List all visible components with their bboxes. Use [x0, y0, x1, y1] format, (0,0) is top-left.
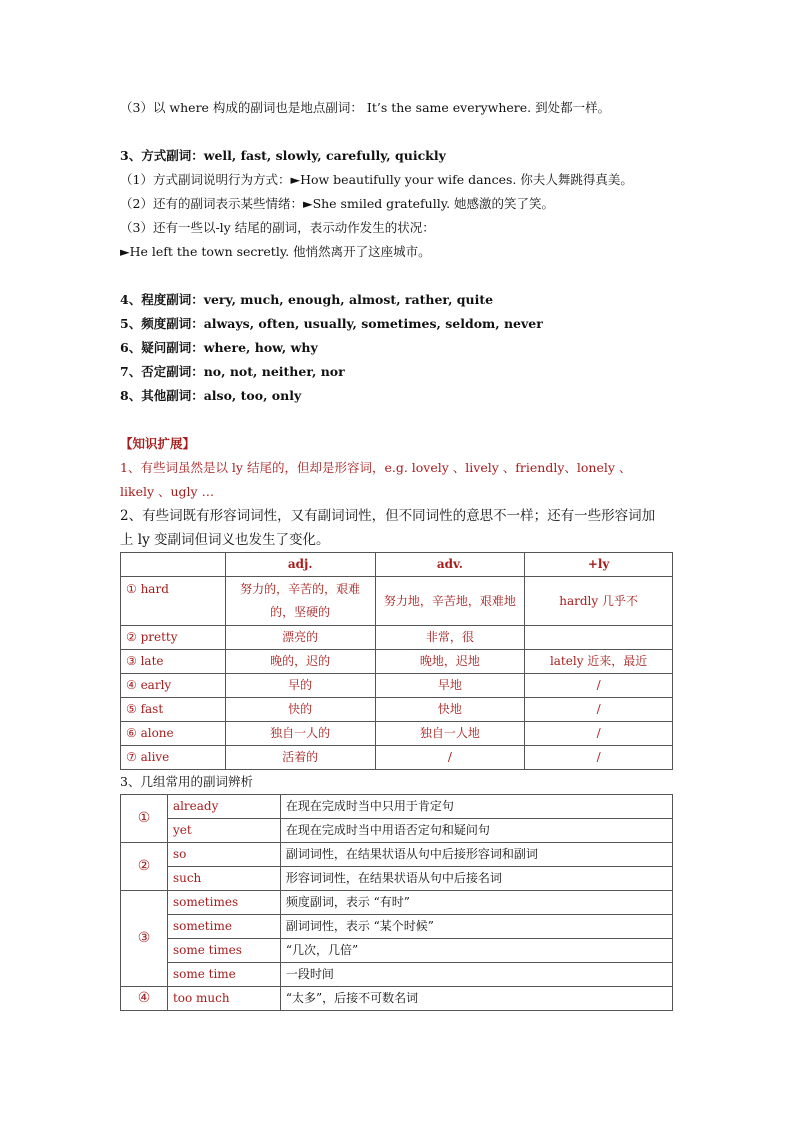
header-cell: adj.	[225, 553, 375, 577]
word-cell: some time	[167, 963, 280, 987]
manner-item-3: （3）还有一些以-ly 结尾的副词，表示动作发生的状况：	[120, 220, 435, 235]
desc-cell: “几次，几倍”	[280, 939, 672, 963]
group-number: ④	[121, 987, 168, 1011]
desc-cell: 副词词性，表示 “某个时候”	[280, 915, 672, 939]
desc-cell: 在现在完成时当中只用于肯定句	[280, 795, 672, 819]
manner-item-2: （2）还有的副词表示某些情绪：►She smiled gratefully. 她感激的笑了笑。	[120, 196, 555, 211]
table-row	[121, 577, 673, 626]
table-row	[121, 819, 673, 843]
negative-adverb-heading: 7、否定副词：no, not, neither, nor	[120, 364, 345, 379]
interrogative-adverb-heading: 6、疑问副词：where, how, why	[120, 340, 318, 355]
desc-cell: “太多”，后接不可数名词	[280, 987, 672, 1011]
adj-adv-table	[120, 552, 673, 770]
manner-adverb-heading: 3、方式副词：well, fast, slowly, carefully, quickly	[120, 148, 446, 163]
table-row	[121, 867, 673, 891]
word-cell: ② pretty	[121, 626, 226, 650]
document-page	[120, 96, 675, 1011]
group-number: ①	[121, 795, 168, 843]
adj-cell: 活着的	[225, 746, 375, 770]
ly-cell	[525, 626, 673, 650]
desc-cell: 副词词性，在结果状语从句中后接形容词和副词	[280, 843, 672, 867]
adv-cell: 非常，很	[375, 626, 525, 650]
table-header-row	[121, 553, 673, 577]
ly-cell: /	[525, 722, 673, 746]
expansion-point-1a: 1、有些词虽然是以 ly 结尾的，但却是形容词，e.g. lovely 、lively 、friendly、lonely 、	[120, 460, 632, 475]
adv-cell: /	[375, 746, 525, 770]
section-3-title: 3、几组常用的副词辨析	[120, 774, 253, 789]
word-cell: ⑥ alone	[121, 722, 226, 746]
adv-cell: 努力地，辛苦地，艰难地	[375, 577, 525, 626]
expansion-point-2b: 上 ly 变副词但词义也发生了变化。	[120, 532, 330, 548]
adj-cell: 晚的，迟的	[225, 650, 375, 674]
frequency-adverb-heading: 5、频度副词：always, often, usually, sometimes, seldom, never	[120, 316, 543, 331]
table-row	[121, 746, 673, 770]
table-row	[121, 843, 673, 867]
table-row	[121, 939, 673, 963]
other-adverb-heading: 8、其他副词：also, too, only	[120, 388, 302, 403]
word-cell: sometime	[167, 915, 280, 939]
adv-cell: 早地	[375, 674, 525, 698]
adj-cell: 独自一人的	[225, 722, 375, 746]
ly-cell: /	[525, 674, 673, 698]
group-number: ③	[121, 891, 168, 987]
expansion-point-1b: likely 、ugly …	[120, 484, 215, 499]
knowledge-expansion-title: 【知识扩展】	[120, 436, 196, 451]
word-cell: ① hard	[121, 577, 226, 626]
desc-cell: 一段时间	[280, 963, 672, 987]
table-row	[121, 674, 673, 698]
adj-cell: 快的	[225, 698, 375, 722]
ly-cell: lately 近来，最近	[525, 650, 673, 674]
table-row	[121, 915, 673, 939]
manner-item-4: ►He left the town secretly. 他悄然离开了这座城市。	[120, 244, 431, 259]
group-number: ②	[121, 843, 168, 891]
header-cell: adv.	[375, 553, 525, 577]
degree-adverb-heading: 4、程度副词：very, much, enough, almost, rather, quite	[120, 292, 494, 307]
ly-cell: /	[525, 698, 673, 722]
word-cell: ④ early	[121, 674, 226, 698]
adv-cell: 晚地，迟地	[375, 650, 525, 674]
table-row	[121, 963, 673, 987]
adv-cell: 独自一人地	[375, 722, 525, 746]
header-cell	[121, 553, 226, 577]
table-row	[121, 987, 673, 1011]
table-row	[121, 650, 673, 674]
table-row	[121, 722, 673, 746]
adv-cell: 快地	[375, 698, 525, 722]
word-cell: so	[167, 843, 280, 867]
word-cell: yet	[167, 819, 280, 843]
adverb-comparison-table	[120, 794, 673, 1011]
word-cell: already	[167, 795, 280, 819]
table-row	[121, 891, 673, 915]
adj-cell: 漂亮的	[225, 626, 375, 650]
table-row	[121, 795, 673, 819]
ly-cell: /	[525, 746, 673, 770]
ly-cell: hardly 几乎不	[525, 577, 673, 626]
word-cell: some times	[167, 939, 280, 963]
table-row	[121, 698, 673, 722]
table-row	[121, 626, 673, 650]
adj-cell: 早的	[225, 674, 375, 698]
word-cell: ⑦ alive	[121, 746, 226, 770]
manner-item-1: （1）方式副词说明行为方式：►How beautifully your wife dances. 你夫人舞跳得真美。	[120, 172, 633, 187]
where-adverb-line: （3）以 where 构成的副词也是地点副词： It’s the same everywhere. 到处都一样。	[120, 100, 611, 115]
word-cell: sometimes	[167, 891, 280, 915]
word-cell: too much	[167, 987, 280, 1011]
expansion-point-2a: 2、有些词既有形容词词性，又有副词词性，但不同词性的意思不一样；还有一些形容词加	[120, 508, 656, 524]
word-cell: ⑤ fast	[121, 698, 226, 722]
word-cell: such	[167, 867, 280, 891]
adj-cell: 努力的，辛苦的，艰难的，坚硬的	[225, 577, 375, 626]
header-cell: +ly	[525, 553, 673, 577]
desc-cell: 在现在完成时当中用语否定句和疑问句	[280, 819, 672, 843]
desc-cell: 形容词词性，在结果状语从句中后接名词	[280, 867, 672, 891]
desc-cell: 频度副词，表示 “有时”	[280, 891, 672, 915]
word-cell: ③ late	[121, 650, 226, 674]
